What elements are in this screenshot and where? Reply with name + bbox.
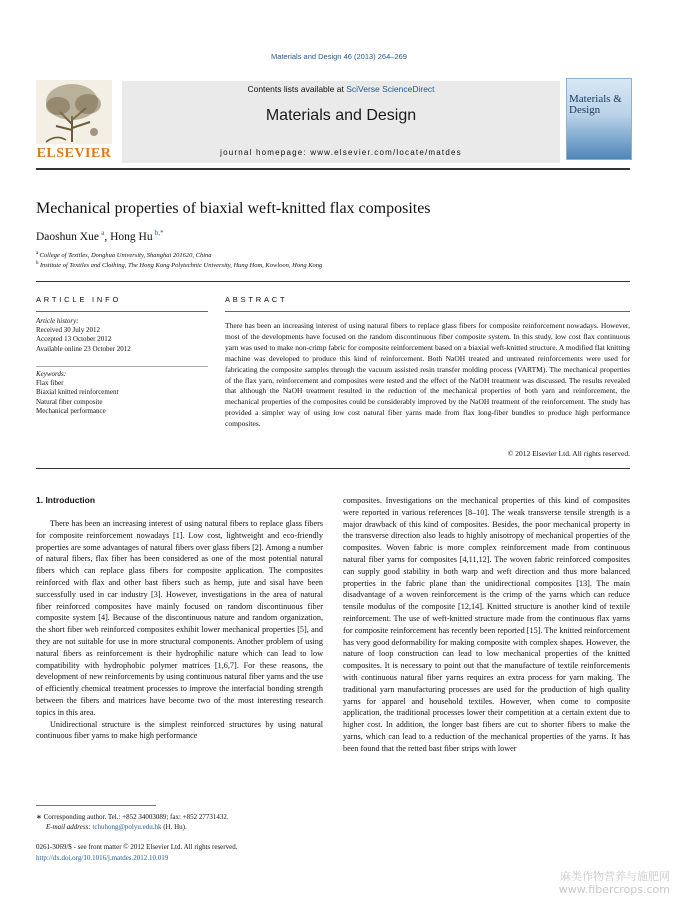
keyword: Flax fiber xyxy=(36,379,64,388)
body-paragraph: There has been an increasing interest of using natural fibers to replace glass fibers for composite reinforcement nowadays [1]. Low cost, lightweight and eco-friendly properties are some advantages of natural fibers over glass fibers [2]. Among a number of natural fibers, flax fiber has been considered as one of the most potential natural fibers which can replace glass fibers for composite application. The composites reinforced with flax and other bast fibers such as hemp, jute and sisal have been successfully used in car industry [3]. However, investigations in the area of natural fiber reinforced composites have mainly focused on random discontinuous fiber composite system [4]. Because of the discontinuous nature and random organization, the short fiber web reinforced composites exhibit lower mechanical properties [5], and they are not suitable for use in more structural components. Another problem of using natural fibers as reinforcement is their hydrophilic nature which can lead to low compatibility with hydrophobic polymer matrices [1,6,7]. For these reasons, the development of new reinforcements by using continuous natural fiber yarns and the use of efficiently chemical treatment processes to improve the interfacial bonding strength between the fibers and matrices have become two of the most interesting research topics in this area. xyxy=(36,519,323,717)
affil-mark: a xyxy=(36,251,39,256)
keyword: Mechanical performance xyxy=(36,406,106,415)
keywords-label: Keywords: xyxy=(36,370,67,378)
front-matter-line: 0261-3069/$ - see front matter © 2012 Elsevier Ltd. All rights reserved. xyxy=(36,843,238,851)
abstract-rule xyxy=(225,311,630,312)
body-left-column xyxy=(36,518,323,742)
author-name: Hong Hu xyxy=(110,230,153,243)
affiliation-b xyxy=(36,261,322,269)
watermark-chinese: 麻类作物营养与施肥网 xyxy=(560,870,670,883)
section-heading-introduction: 1. Introduction xyxy=(36,495,96,505)
keyword: Biaxial knitted reinforcement xyxy=(36,388,119,397)
abstract-text: There has been an increasing interest of using natural fibers to replace glass fibers for composite reinforcement nowadays. However, most of the developments have focused on the random discontinuous fiber composite system. In this study, low cost flax continuous yarn was used to make non-crimp fabric for composite reinforcement based on a biaxial weft-knitted structure. A modified flat knitting machine was developed to produce this kind of reinforcement. Both NaOH treated and untreated reinforcements were used for fabricating the composite samples through the vacuum assisted resin transfer molding process (VARTM). The mechanical properties of the flax yarn, reinforcement and composites were tested and the effect of the NaOH treatment was discussed. The results revealed that although the NaOH treatment resulted in the reduction of the mechanical properties of both yarn and reinforcement, the mechanical properties of the composites could be considerably improved by the NaOH treatment of the reinforcement. The study has provided a simpler way of using low cost natural fiber yarns made from flax long-fiber bundles to produce high performance composites. xyxy=(225,321,630,429)
abstract-heading: ABSTRACT xyxy=(225,295,288,304)
history-accepted: Accepted 13 October 2012 xyxy=(36,335,112,344)
doi-link[interactable]: http://dx.doi.org/10.1016/j.matdes.2012.10.019 xyxy=(36,853,169,862)
journal-cover-image xyxy=(566,78,632,160)
watermark-url: www.fibercrops.com xyxy=(558,883,670,896)
contents-line xyxy=(122,84,560,94)
cover-title: Materials & Design xyxy=(569,93,622,116)
author-affil-mark[interactable]: b,* xyxy=(154,229,164,237)
journal-title: Materials and Design xyxy=(265,107,417,124)
keywords xyxy=(36,370,206,416)
author-name: Daoshun Xue xyxy=(36,230,99,243)
title-rule xyxy=(36,281,630,282)
body-paragraph: Unidirectional structure is the simplest reinforced structures by using natural continuous fiber yarns to make high performance xyxy=(36,719,323,741)
corresponding-author-note xyxy=(36,812,229,832)
sciencedirect-link[interactable]: SciVerse ScienceDirect xyxy=(346,84,435,94)
history-label: Article history: xyxy=(36,317,79,325)
history-received: Received 30 July 2012 xyxy=(36,326,100,335)
email-label: E-mail address: xyxy=(46,823,93,831)
journal-homepage[interactable]: journal homepage: www.elsevier.com/locate/matdes xyxy=(220,148,462,157)
article-title: Mechanical properties of biaxial weft-knitted flax composites xyxy=(36,200,431,217)
affil-text: College of Textiles, Donghua University, Shanghai 201620, China xyxy=(39,252,212,260)
abstract-bottom-rule xyxy=(36,468,630,469)
keyword: Natural fiber composite xyxy=(36,397,103,406)
author-list xyxy=(36,229,164,243)
email-link[interactable]: tchuhong@polyu.edu.hk xyxy=(92,823,162,831)
email-line xyxy=(36,822,229,832)
journal-citation: Materials and Design 46 (2013) 264–269 xyxy=(271,52,407,61)
article-info-heading: ARTICLE INFO xyxy=(36,295,122,304)
article-info-rule xyxy=(36,311,208,312)
email-suffix: (H. Hu). xyxy=(161,823,187,831)
author-separator: , xyxy=(104,230,111,243)
contents-prefix: Contents lists available at xyxy=(247,84,347,94)
site-watermark xyxy=(540,870,670,896)
corresponding-author: ∗ Corresponding author. Tel.: +852 34003089; fax: +852 27731432. xyxy=(36,813,229,821)
header-rule xyxy=(36,168,630,170)
affil-mark: b xyxy=(36,261,39,266)
history-online: Available online 23 October 2012 xyxy=(36,344,131,353)
body-paragraph: composites. Investigations on the mechanical properties of this kind of composites were reported in various references [8–10]. The weak transverse tensile strength is a major drawback of this kind of composites. Besides, the poor mechanical property in the transverse direction also leads to highly anisotropy of mechanical properties of the composites. Woven fabric is more complex reinforcement made from continuous natural fiber yarns for composites [4,11,12]. The woven fabric reinforced composites can supply good stability in both warp and weft direction and thus more balanced properties in the fabric plane than the unidirectional composites [13]. The main disadvantage of a woven reinforcement is the crimp of the yarns which can reduce tensile modulus of the composite [12,14]. Knitted structure is another kind of textile reinforcement. The use of weft-knitted structure made from the continuous flax yarns for composite reinforcement has recently been reported [15]. The knitted reinforcement has very good deformability for making composite with complex shapes. However, the nature of loop construction can lead to low mechanical properties of the knitted composites. It is necessary to point out that the manufacture of textile reinforcements with continuous natural fiber yarns requires an extra process for yarn making. The traditional yarn manufacturing processes are used for the production of high quality yarns for apparel and household textiles. However, when come to composite application, the traditional processes lower their competition at a certain extent due to higher cost. In addition, the longer bast fibers are cut to shorter fibers to make the yarns, which can lead to a reduction of the mechanical properties of the yarns. It has been found that the retted bast fiber strips with lower xyxy=(343,496,630,753)
page-footer xyxy=(36,842,237,863)
affil-text: Institute of Textiles and Clothing, The Hong Kong Polytechnic University, Hung Hom, Kowloon, Hong Kong xyxy=(39,262,323,270)
keywords-rule xyxy=(36,366,208,367)
body-right-column xyxy=(343,495,630,755)
footnote-rule xyxy=(36,805,156,806)
publisher-name: ELSEVIER xyxy=(36,146,112,161)
affiliation-a xyxy=(36,251,212,259)
article-history xyxy=(36,317,206,354)
author-affil-mark[interactable]: a xyxy=(101,229,105,237)
abstract-copyright: © 2012 Elsevier Ltd. All rights reserved. xyxy=(507,449,630,458)
